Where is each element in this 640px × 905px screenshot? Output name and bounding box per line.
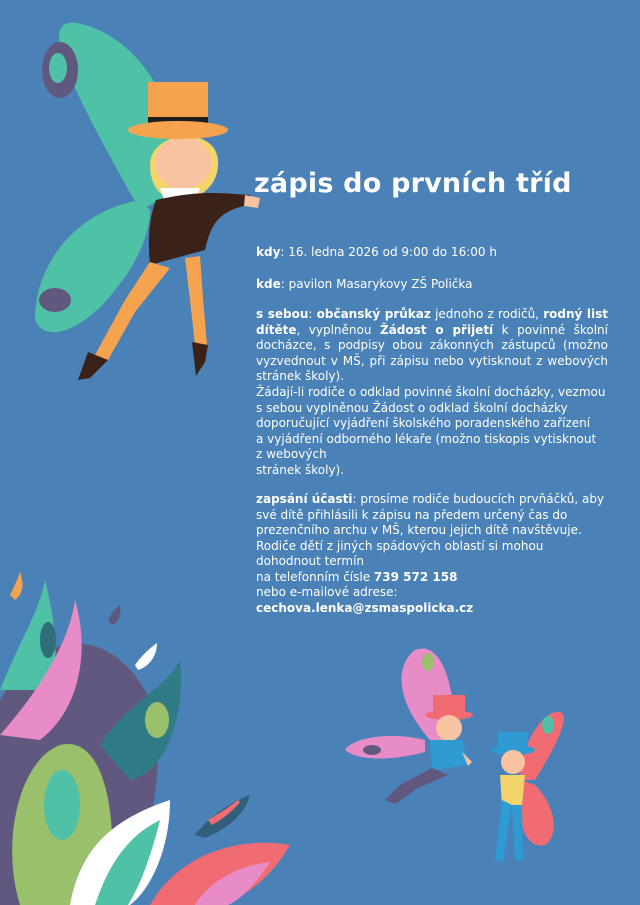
email-line — [256, 585, 608, 616]
bring-text-1: jednoho z rodičů, — [430, 307, 544, 321]
deferral-line: z webových — [256, 447, 327, 461]
when-label: kdy — [256, 245, 281, 259]
bring-colon: : — [308, 307, 317, 321]
bring-item-application: Žádost o přijetí — [379, 322, 494, 337]
participation-paragraph — [256, 492, 608, 616]
bring-label: s sebou — [256, 307, 309, 321]
phone-number: 739 572 158 — [373, 569, 458, 584]
when-paragraph — [256, 245, 608, 261]
where-paragraph — [256, 277, 608, 293]
deferral-line: Žádají-li rodiče o odklad povinné školní docházky, vezmou — [256, 385, 606, 399]
phone-prefix: na telefonním čísle — [256, 569, 374, 584]
participation-text: : prosíme rodiče budoucích prvňáčků, aby své dítě přihlásili k zápisu na předem určený čas do prezenčního archu v MŠ, kterou jejich dítě navštěvuje. Rodiče dětí z jiných spádových oblastí si mohou dohodnout termín — [256, 492, 605, 568]
bring-item-id-card: občanský průkaz — [316, 307, 431, 321]
email-address: cechova.lenka@zsmaspolicka.cz — [256, 600, 474, 615]
bring-paragraph — [256, 307, 608, 385]
deferral-line: doporučující vyjádření školského poradenského zařízení — [256, 416, 591, 430]
email-prefix: nebo e-mailové adrese: — [256, 585, 398, 599]
fairy-top-left — [35, 23, 260, 380]
page-title: zápis do prvních tříd — [254, 168, 572, 199]
deferral-paragraph — [256, 385, 608, 478]
bring-item-birth-certificate: rodný list dítěte — [256, 307, 608, 337]
participation-label: zapsání účasti — [256, 492, 353, 506]
deferral-line: a vyjádření odborného lékaře (možno tiskopis vytisknout — [256, 431, 597, 446]
where-value: : pavilon Masarykovy ZŠ Polička — [280, 277, 473, 291]
when-value: : 16. ledna 2026 od 9:00 do 16:00 h — [280, 245, 497, 259]
fairies-bottom-right — [345, 648, 564, 862]
phone-line — [256, 570, 608, 586]
deferral-line: stránek školy). — [256, 462, 345, 477]
feather-cluster — [0, 572, 290, 905]
bring-text-2: , vyplněnou — [296, 322, 380, 337]
bring-text-3: k povinné školní docházce, s podpisy obou zákonných zástupců (možno vyzvednout v MŠ, při zápisu nebo vytisknout z webových stránek školy). — [256, 322, 608, 383]
where-label: kde — [256, 277, 281, 291]
deferral-line: s sebou vyplněnou Žádost o odklad školní docházky — [256, 400, 568, 415]
